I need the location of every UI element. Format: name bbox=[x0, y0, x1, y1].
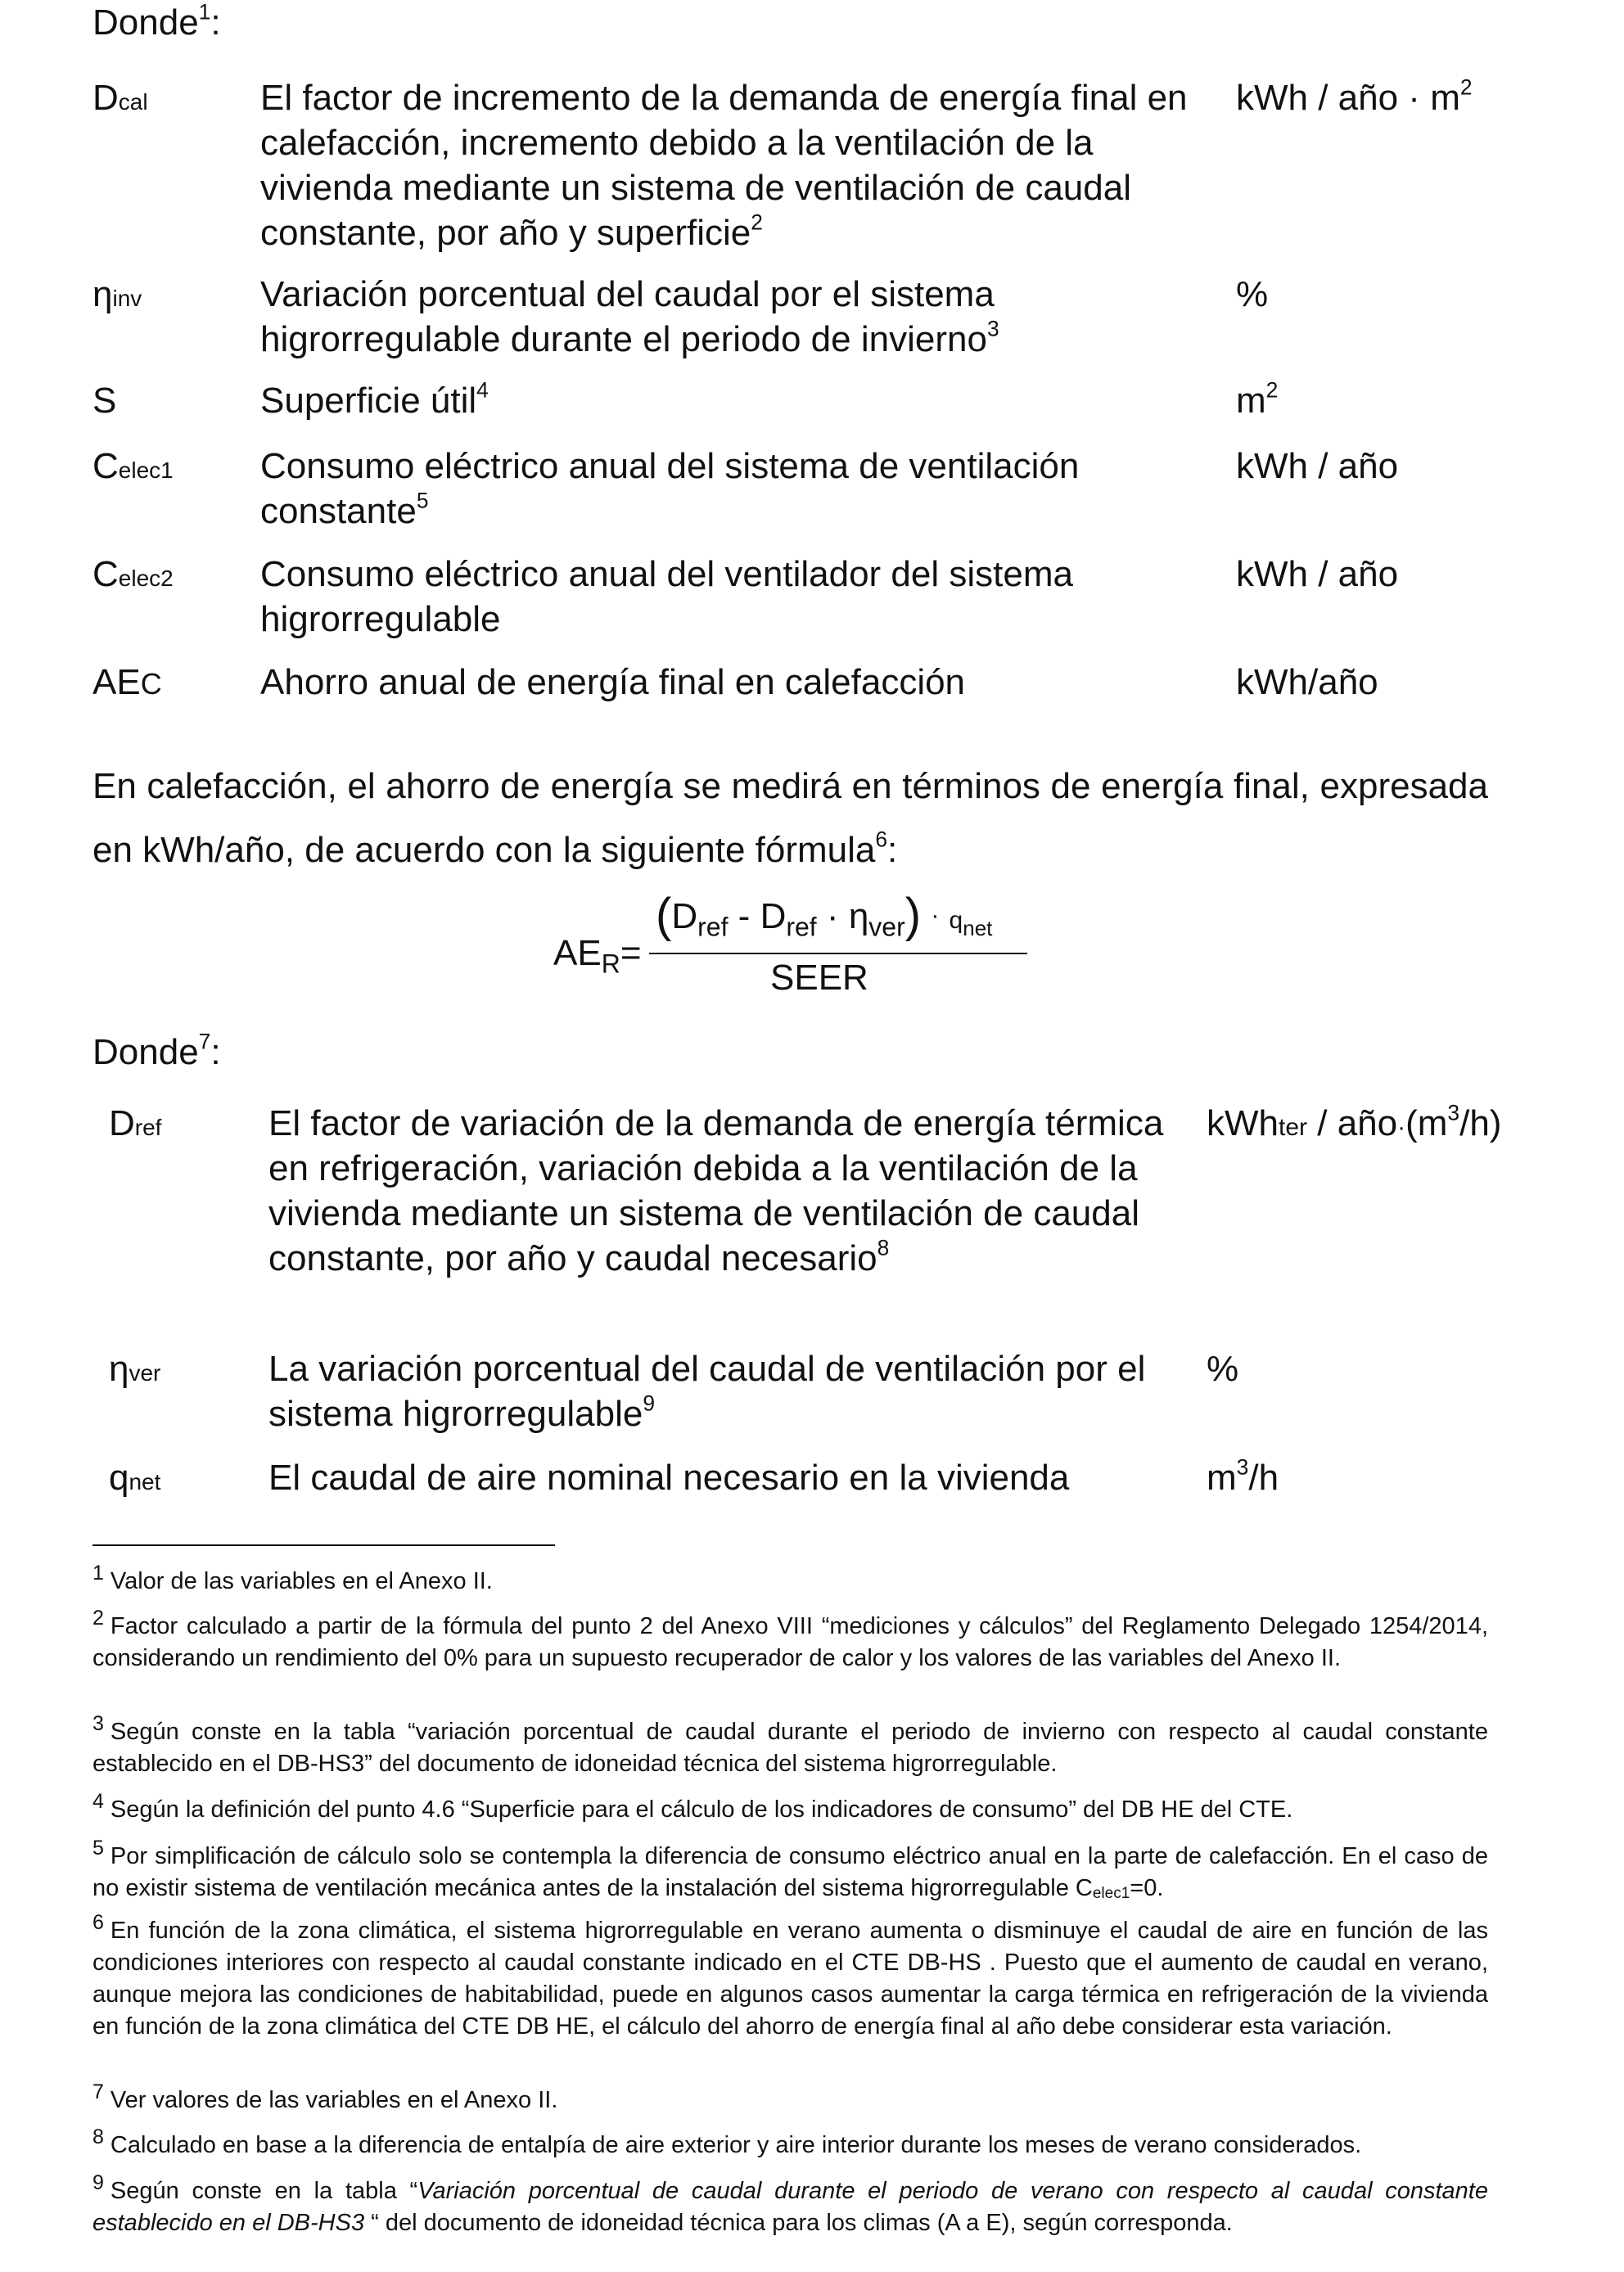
variable-unit: kWh / año bbox=[1236, 446, 1399, 486]
variable-symbol: ηinv bbox=[92, 274, 142, 314]
footnote-ref[interactable]: 8 bbox=[877, 1235, 890, 1260]
fraction-bar bbox=[649, 953, 1027, 954]
variable-unit: kWh / año bbox=[1236, 554, 1399, 594]
variable-symbol: ηver bbox=[109, 1349, 161, 1389]
donde-heading-7: Donde$^7$: bbox=[92, 1029, 221, 1072]
footnote-ref[interactable]: 1 bbox=[198, 0, 211, 25]
variable-unit: kWh/año bbox=[1236, 662, 1378, 702]
footnote-ref[interactable]: 7 bbox=[198, 1029, 211, 1054]
formula-denominator: SEER bbox=[770, 958, 868, 998]
footnote-9: 9 Según conste en la tabla “Variación porcentual de caudal durante el periodo de verano con respecto al caudal constante establecido en el DB-HS3 “ del documento de idoneidad técnica para los climas (A a E), según corresponda. bbox=[92, 2171, 1488, 2236]
variable-unit: kWhter / $año\cdot(m^3/h)$ bbox=[1207, 1100, 1502, 1143]
donde-heading-1: Donde$^1$: bbox=[92, 0, 221, 43]
variable-symbol: Dref bbox=[109, 1103, 162, 1143]
variable-description: Consumo eléctrico anual del sistema de ventilación constante$^5$ bbox=[260, 446, 1080, 531]
footnote-separator bbox=[92, 1544, 555, 1546]
variable-description: Superficie útil$^4$ bbox=[260, 377, 489, 421]
variable-description: Consumo eléctrico anual del ventilador del sistema higrorregulable bbox=[260, 554, 1073, 639]
footnote-1: 1 Valor de las variables en el Anexo II. bbox=[92, 1561, 493, 1594]
variable-unit: % bbox=[1236, 274, 1269, 314]
variable-description: El caudal de aire nominal necesario en la vivienda bbox=[268, 1458, 1070, 1498]
formula-lhs: $AE_R=$ bbox=[553, 933, 642, 979]
footnote-ref[interactable]: 6 bbox=[875, 827, 888, 852]
footnote-ref[interactable]: 4 bbox=[476, 377, 489, 403]
variable-symbol: S bbox=[92, 381, 117, 421]
footnote-ref[interactable]: 2 bbox=[751, 210, 763, 235]
footnote-4: 4 Según la definición del punto 4.6 “Superficie para el cálculo de los indicadores de consumo” del DB HE del CTE. bbox=[92, 1789, 1293, 1823]
variable-description: Ahorro anual de energía final en calefacción bbox=[260, 662, 966, 702]
variable-symbol: Celec1 bbox=[92, 446, 174, 486]
footnote-8: 8 Calculado en base a la diferencia de entalpía de aire exterior y aire interior durante los meses de verano considerados. bbox=[92, 2125, 1362, 2158]
footnote-3: 3 Según conste en la tabla “variación porcentual de caudal durante el periodo de invierno con respecto al caudal constante establecido en el DB-HS3” del documento de idoneidad técnica del sistema higrorregulable. bbox=[92, 1711, 1488, 1777]
footnote-6: 6 En función de la zona climática, el sistema higrorregulable en verano aumenta o disminuye el caudal de aire en función de las condiciones interiores con respecto al caudal constante indicado en el CTE DB-HS . Puesto que el aumento de caudal en verano, aunque mejora las condiciones de habitabilidad, puede en algunos casos aumentar la carga térmica en refrigeración de la vivienda en función de la zona climática del CTE DB HE, el cálculo del ahorro de energía final al año debe considerar esta variación. bbox=[92, 1910, 1488, 2040]
variable-unit: kWh / año · $m^2$ bbox=[1236, 74, 1473, 118]
variable-description: El factor de variación de la demanda de energía térmica en refrigeración, variación debida a la ventilación de la vivienda mediante un sistema de ventilación de caudal constante, por año y caudal necesario$^8$ bbox=[268, 1103, 1164, 1278]
footnote-ref[interactable]: 9 bbox=[643, 1391, 656, 1416]
variable-symbol: qnet bbox=[109, 1458, 161, 1498]
variable-unit: $m^2$ bbox=[1236, 377, 1279, 421]
variable-unit: % bbox=[1207, 1349, 1239, 1389]
formula-numerator: $(D_{ref} - D_{ref} \cdot \eta_{ver}) \cdot q_{net}$ bbox=[656, 889, 993, 942]
footnote-ref[interactable]: 3 bbox=[986, 316, 999, 341]
variable-description: Variación porcentual del caudal por el sistema higrorregulable durante el periodo de invierno$^3$ bbox=[260, 274, 999, 359]
variable-unit: $m^3/h$ bbox=[1207, 1454, 1279, 1498]
footnote-ref[interactable]: 5 bbox=[416, 488, 429, 513]
variable-symbol: Celec2 bbox=[92, 554, 174, 594]
variable-description: El factor de incremento de la demanda de energía final en calefacción, incremento debido a la ventilación de la vivienda mediante un sistema de ventilación de caudal constante, por año y superficie$^2$ bbox=[260, 78, 1188, 253]
variable-description: La variación porcentual del caudal de ventilación por el sistema higrorregulable$^9$ bbox=[268, 1349, 1146, 1434]
footnote-2: 2 Factor calculado a partir de la fórmula del punto 2 del Anexo VIII “mediciones y cálculos” del Reglamento Delegado 1254/2014, considerando un rendimiento del 0% para un supuesto recuperador de calor y los valores de las variables del Anexo II. bbox=[92, 1606, 1488, 1671]
footnote-7: 7 Ver valores de las variables en el Anexo II. bbox=[92, 2080, 558, 2113]
variable-symbol: Dcal bbox=[92, 78, 148, 118]
formula-aer bbox=[553, 889, 1044, 999]
footnote-5: 5 Por simplificación de cálculo solo se contempla la diferencia de consumo eléctrico anual en la parte de calefacción. En el caso de no existir sistema de ventilación mecánica antes de la instalación del sistema higrorregulable Celec1=0. bbox=[92, 1836, 1488, 1902]
variable-symbol: AEC bbox=[92, 662, 162, 702]
body-paragraph: En calefacción, el ahorro de energía se medirá en términos de energía final, expresada en kWh/año, de acuerdo con la siguiente fórmula$^6$: bbox=[92, 766, 1488, 870]
